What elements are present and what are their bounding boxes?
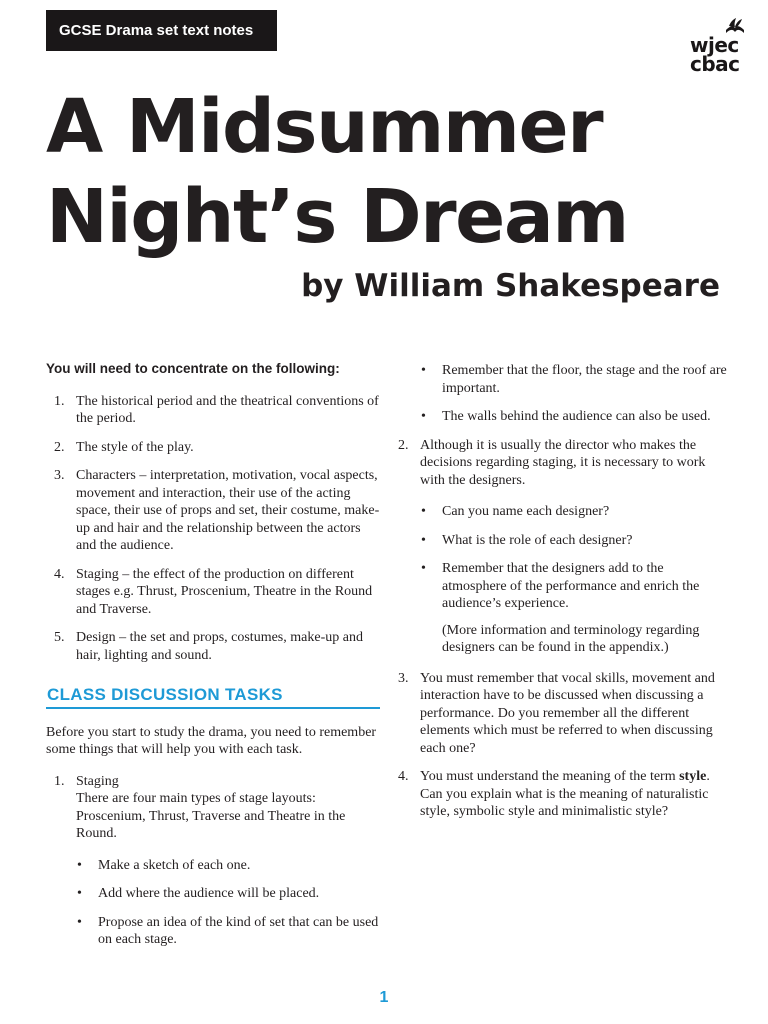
style-term: style [679,769,707,784]
task-text-post: . Can you explain what is the meaning of naturalistic style, symbolic style and minimalistic style? [420,769,710,819]
task-list-left [46,773,380,949]
item-number: 2. [398,437,409,453]
list-item [46,439,380,457]
list-item [46,566,380,619]
item-text: Characters – interpretation, motivation, vocal aspects, movement and interaction, their use of the acting space, their use of props and set, their costume, make-up and hair and the relationship between the actors and the audience. [76,468,380,553]
document-title [46,82,746,262]
appendix-note: (More information and terminology regarding designers can be found in the appendix.) [442,622,700,655]
item-number: 5. [54,630,65,645]
task-list-right [398,437,728,821]
wjec-cbac-logo [690,16,752,78]
task-text: Although it is usually the director who makes the decisions regarding staging, it is necessary to work with the designers. [420,437,706,488]
bullet-item: • Can you name each designer? [420,503,728,521]
item-number: 3. [398,670,409,686]
title-line-2: Night’s Dream [46,174,628,260]
item-number: 1. [54,393,65,409]
item-text: Staging – the effect of the production on different stages e.g. Thrust, Proscenium, Theatre in the Round and Traverse. [76,566,373,617]
logo-line-cbac: cbac [690,52,740,76]
item-number: 4. [54,566,65,582]
task-item-designers [398,437,728,657]
task-text-pre: You must understand the meaning of the term [420,769,680,784]
focus-list [46,393,380,665]
continued-bullets [398,362,728,426]
focus-lead: You will need to concentrate on the following: [46,361,340,376]
left-column [46,360,380,960]
bullet-item: • Make a sketch of each one. [76,857,380,875]
item-text: The historical period and the theatrical conventions of the period. [76,393,379,426]
intro-paragraph: Before you start to study the drama, you need to remember some things that will help you with each task. [46,724,377,757]
right-column [398,362,728,832]
item-text: The style of the play. [76,439,194,455]
item-number: 1. [54,773,65,789]
list-item [46,393,380,428]
task-title: Staging [76,773,119,789]
bullet-item: • What is the role of each designer? [420,532,728,550]
task-text: You must remember that vocal skills, movement and interaction have to be discussed when discussing a performance. Do you remember all the different elements which must be referred to when discussing each one? [420,670,715,756]
task-item-staging [46,773,380,949]
item-text: Design – the set and props, costumes, make-up and hair, lighting and sound. [76,630,363,663]
bullet-item: • Propose an idea of the kind of set that can be used on each stage. [76,914,380,949]
list-item [46,467,380,555]
list-item [46,629,380,664]
task-bullets [420,503,728,613]
task-text: There are four main types of stage layouts: Proscenium, Thrust, Traverse and Theatre in the Round. [76,791,346,841]
section-heading: CLASS DISCUSSION TASKS [46,686,380,709]
title-line-1: A Midsummer [46,84,603,170]
logo-line-wjec: wjec [690,33,739,57]
task-item-performance [398,670,728,758]
author-byline: by William Shakespeare [301,268,720,304]
document-category-tag: GCSE Drama set text notes [46,10,277,51]
bullet-item: • Remember that the floor, the stage and the roof are important. [420,362,728,397]
item-number: 2. [54,439,65,455]
bullet-item: • Add where the audience will be placed. [76,885,380,903]
task-item-style [398,768,728,821]
task-bullets [76,857,380,949]
item-number: 3. [54,468,65,483]
bullet-item: • The walls behind the audience can also be used. [420,408,728,426]
page-number: 1 [379,989,389,1006]
task-text [420,768,728,821]
bullet-item: • Remember that the designers add to the atmosphere of the performance and enrich the audience’s experience. [420,560,728,613]
item-number: 4. [398,769,409,784]
